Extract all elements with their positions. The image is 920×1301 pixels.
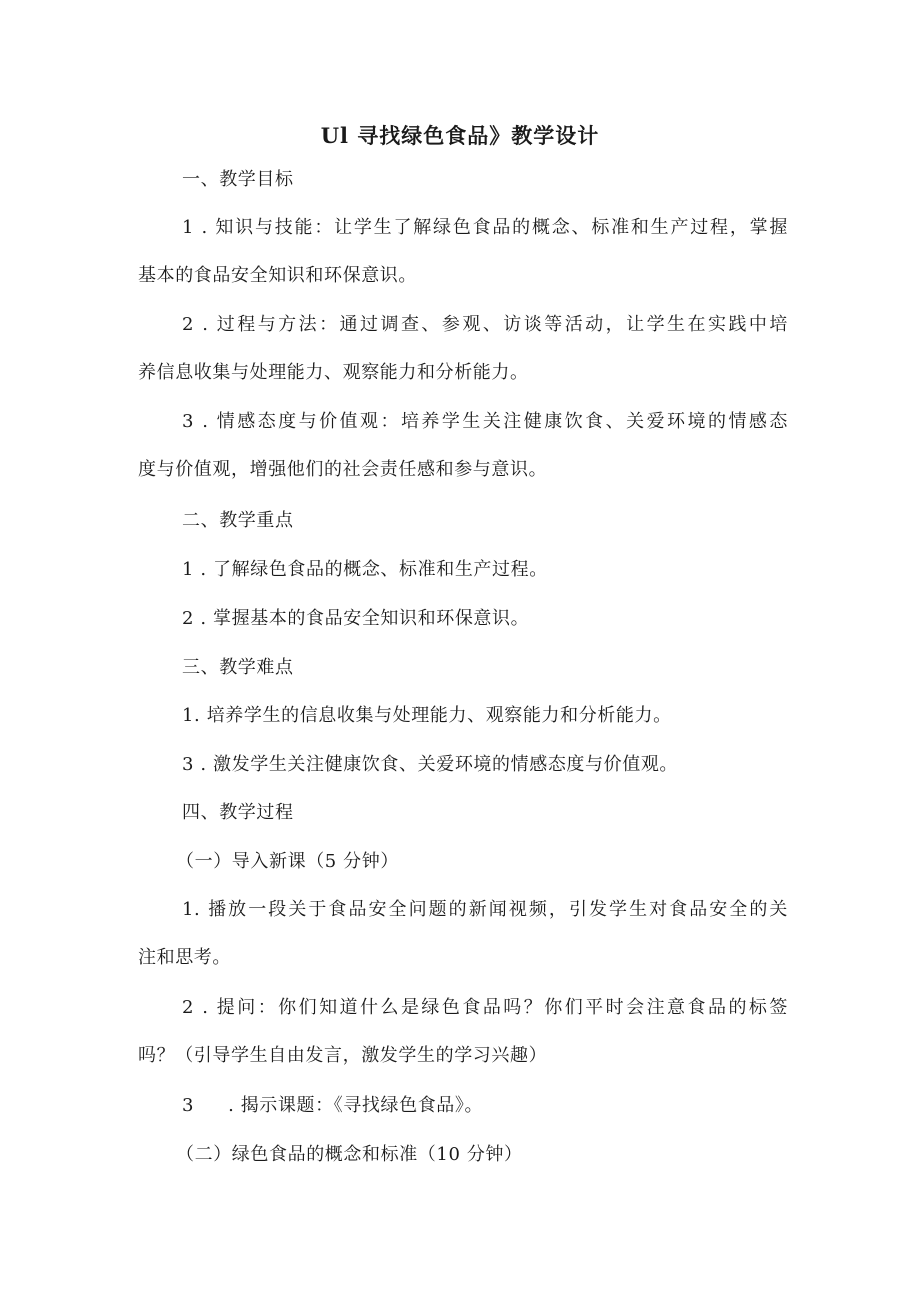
- section-heading-difficulties: 三、教学难点: [182, 657, 294, 678]
- paragraph-line: 1. 培养学生的信息收集与处理能力、观察能力和分析能力。: [182, 705, 672, 726]
- paragraph-line: 基本的食品安全知识和环保意识。: [138, 265, 417, 286]
- paragraph-line: 1. 播放一段关于食品安全问题的新闻视频，引发学生对食品安全的关: [182, 899, 788, 920]
- paragraph-line: 1 . 了解绿色食品的概念、标准和生产过程。: [182, 559, 548, 580]
- paragraph-line: 2 . 过程与方法：通过调查、参观、访谈等活动，让学生在实践中培: [182, 314, 788, 335]
- paragraph-line: 养信息收集与处理能力、观察能力和分析能力。: [138, 362, 529, 383]
- paragraph-line: 注和思考。: [138, 947, 231, 968]
- paragraph-line: 吗？（引导学生自由发言，激发学生的学习兴趣）: [138, 1045, 548, 1066]
- paragraph-line: 1 . 知识与技能：让学生了解绿色食品的概念、标准和生产过程，掌握: [182, 217, 788, 238]
- section-heading-key-points: 二、教学重点: [182, 510, 294, 531]
- paragraph-line: 2 . 提问：你们知道什么是绿色食品吗？你们平时会注意食品的标签: [182, 997, 788, 1018]
- subsection-heading-concept: （二）绿色食品的概念和标准（10 分钟）: [176, 1144, 523, 1165]
- paragraph-line: [182, 1082, 788, 1130]
- list-number: 3: [182, 1095, 195, 1116]
- paragraph-line: 度与价值观，增强他们的社会责任感和参与意识。: [138, 459, 548, 480]
- list-text: . 揭示课题：《寻找绿色食品》。: [228, 1095, 484, 1116]
- paragraph-line: 3 . 情感态度与价值观：培养学生关注健康饮食、关爱环境的情感态: [182, 411, 788, 432]
- document-title: Ul 寻找绿色食品》教学设计: [320, 123, 600, 148]
- section-heading-process: 四、教学过程: [182, 802, 294, 823]
- paragraph-line: 3 . 激发学生关注健康饮食、关爱环境的情感态度与价值观。: [182, 754, 679, 775]
- section-heading-objectives: 一、教学目标: [182, 169, 294, 190]
- paragraph-line: 2 . 掌握基本的食品安全知识和环保意识。: [182, 608, 530, 629]
- subsection-heading-intro: （一）导入新课（5 分钟）: [176, 851, 399, 872]
